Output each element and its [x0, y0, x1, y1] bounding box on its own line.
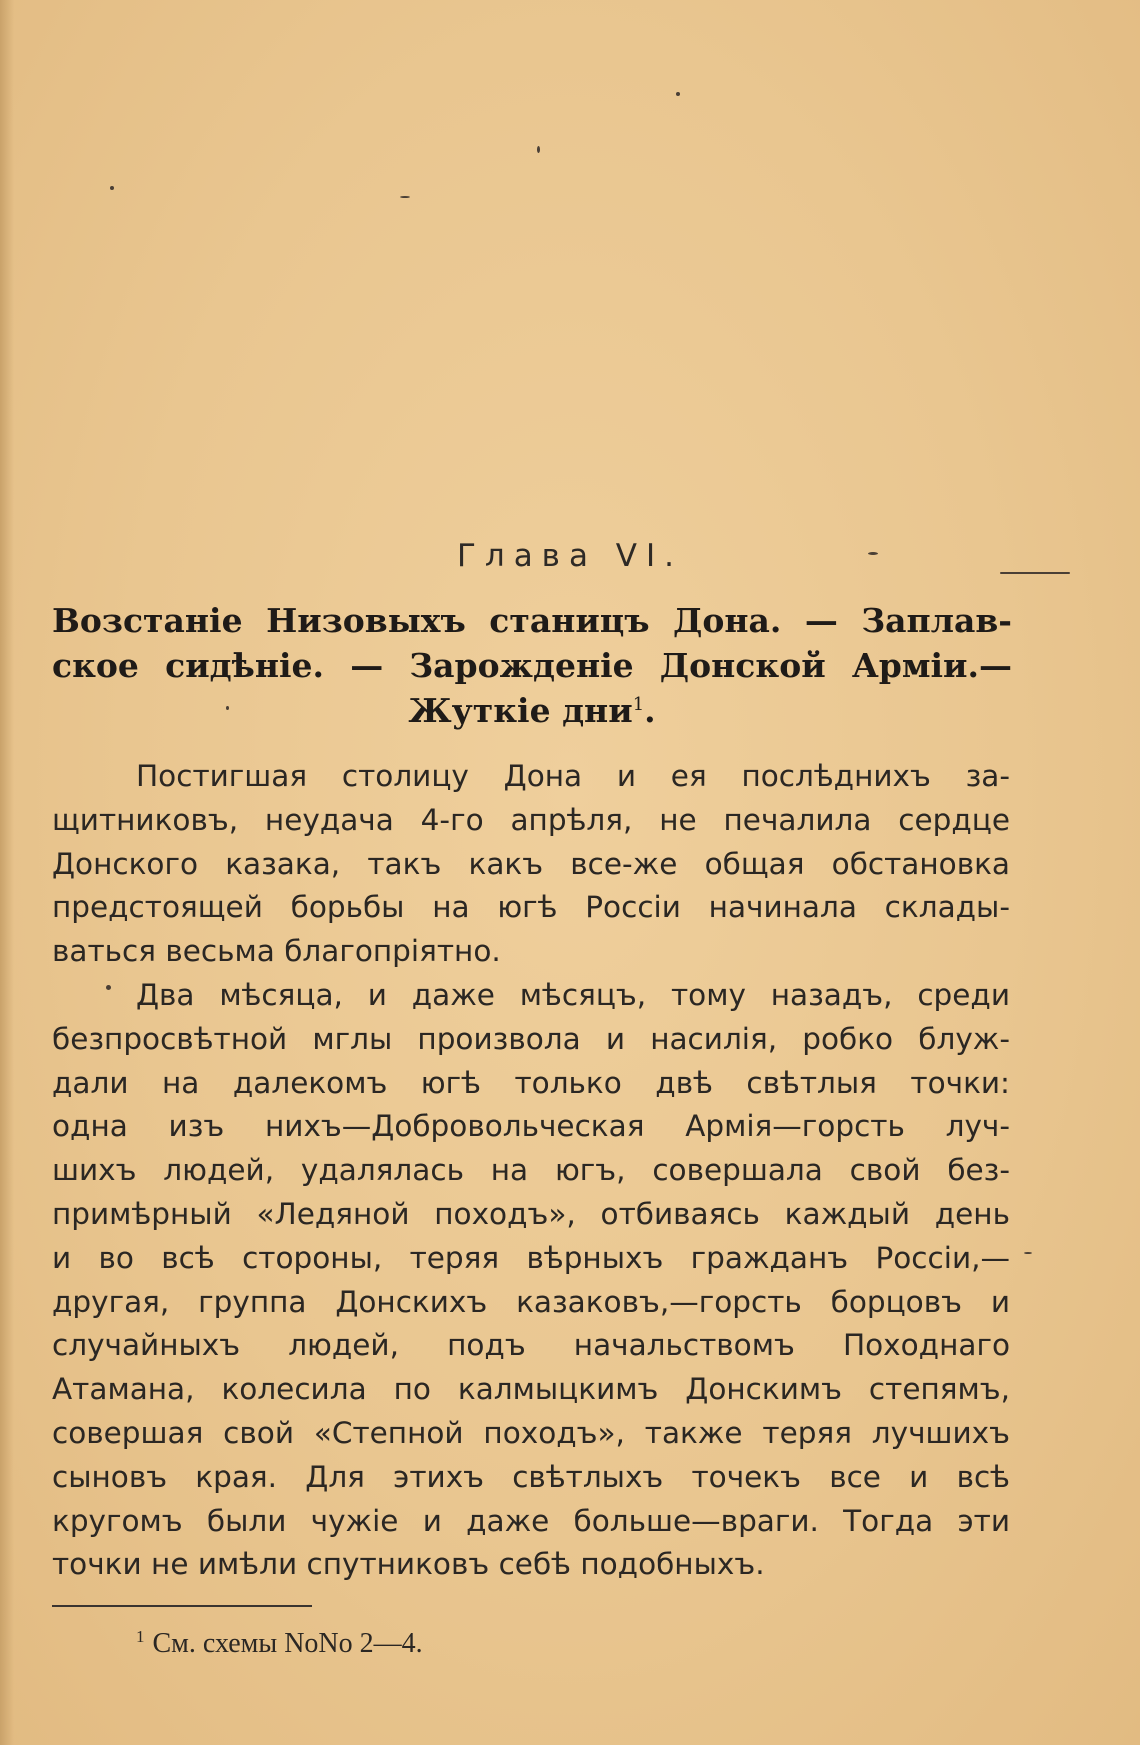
- print-speck: [1024, 1252, 1032, 1254]
- print-speck: [676, 92, 680, 96]
- text-line: ваться весьма благопріятно.: [52, 934, 501, 969]
- text-line: другая, группа Донскихъ казаковъ,—горсть борцовъ и: [52, 1284, 1010, 1319]
- text-line: предстоящей борьбы на югѣ Россіи начинала склады-: [52, 890, 1010, 925]
- page-binding-edge: [0, 0, 14, 1745]
- footnote-reference: 1: [632, 694, 645, 715]
- chapter-title: [52, 598, 1012, 733]
- footnote-divider: [52, 1605, 312, 1607]
- text-line: точки не имѣли спутниковъ себѣ подобныхъ.: [52, 1547, 765, 1582]
- title-line-text: Жуткіе дни: [408, 691, 633, 730]
- text-line: Два мѣсяца, и даже мѣсяцъ, тому назадъ, среди: [136, 977, 1010, 1012]
- text-line: сыновъ края. Для этихъ свѣтлыхъ точекъ все и всѣ: [52, 1459, 1010, 1494]
- text-line: одна изъ нихъ—Добровольческая Армія—горсть луч-: [52, 1109, 1010, 1144]
- title-line-last: [52, 688, 1012, 733]
- print-speck: [110, 186, 114, 190]
- text-line: кругомъ были чужіе и даже больше—враги. Тогда эти: [52, 1503, 1010, 1538]
- text-line: совершая свой «Степной походъ», также теряя лучшихъ: [52, 1415, 1010, 1450]
- chapter-heading: Глава VI.: [456, 538, 684, 574]
- text-line: Постигшая столицу Дона и ея послѣднихъ за-: [136, 759, 1010, 793]
- title-line: Возстаніе Низовыхъ станицъ Дона. — Заплав-: [52, 601, 1012, 640]
- footnote: [136, 1628, 423, 1660]
- text-line: Атамана, колесила по калмыцкимъ Донскимъ степямъ,: [52, 1372, 1010, 1407]
- text-line: и во всѣ стороны, теряя вѣрныхъ гражданъ Россіи,—: [52, 1240, 1010, 1275]
- footnote-mark: 1: [136, 1626, 145, 1646]
- print-speck: [400, 196, 410, 198]
- title-end-punct: .: [644, 691, 656, 730]
- chapter-body: [52, 755, 1010, 1587]
- text-line: шихъ людей, удалялась на югъ, совершала свой без-: [52, 1153, 1010, 1188]
- text-line: безпросвѣтной мглы произвола и насилія, робко блуж-: [52, 1021, 1010, 1056]
- text-line: Донского казака, такъ какъ все-же общая обстановка: [52, 846, 1010, 881]
- footnote-text: См. схемы NoNo 2—4.: [152, 1628, 423, 1659]
- title-line: ское сидѣніе. — Зарожденіе Донской Арміи.—: [52, 646, 1012, 685]
- text-line: примѣрный «Ледяной походъ», отбиваясь каждый день: [52, 1196, 1010, 1231]
- text-line: дали на далекомъ югѣ только двѣ свѣтлыя точки:: [52, 1065, 1010, 1100]
- text-line: случайныхъ людей, подъ начальствомъ Походнаго: [52, 1328, 1010, 1363]
- text-line: щитниковъ, неудача 4-го апрѣля, не печалила сердце: [52, 802, 1010, 837]
- print-speck: [537, 146, 540, 153]
